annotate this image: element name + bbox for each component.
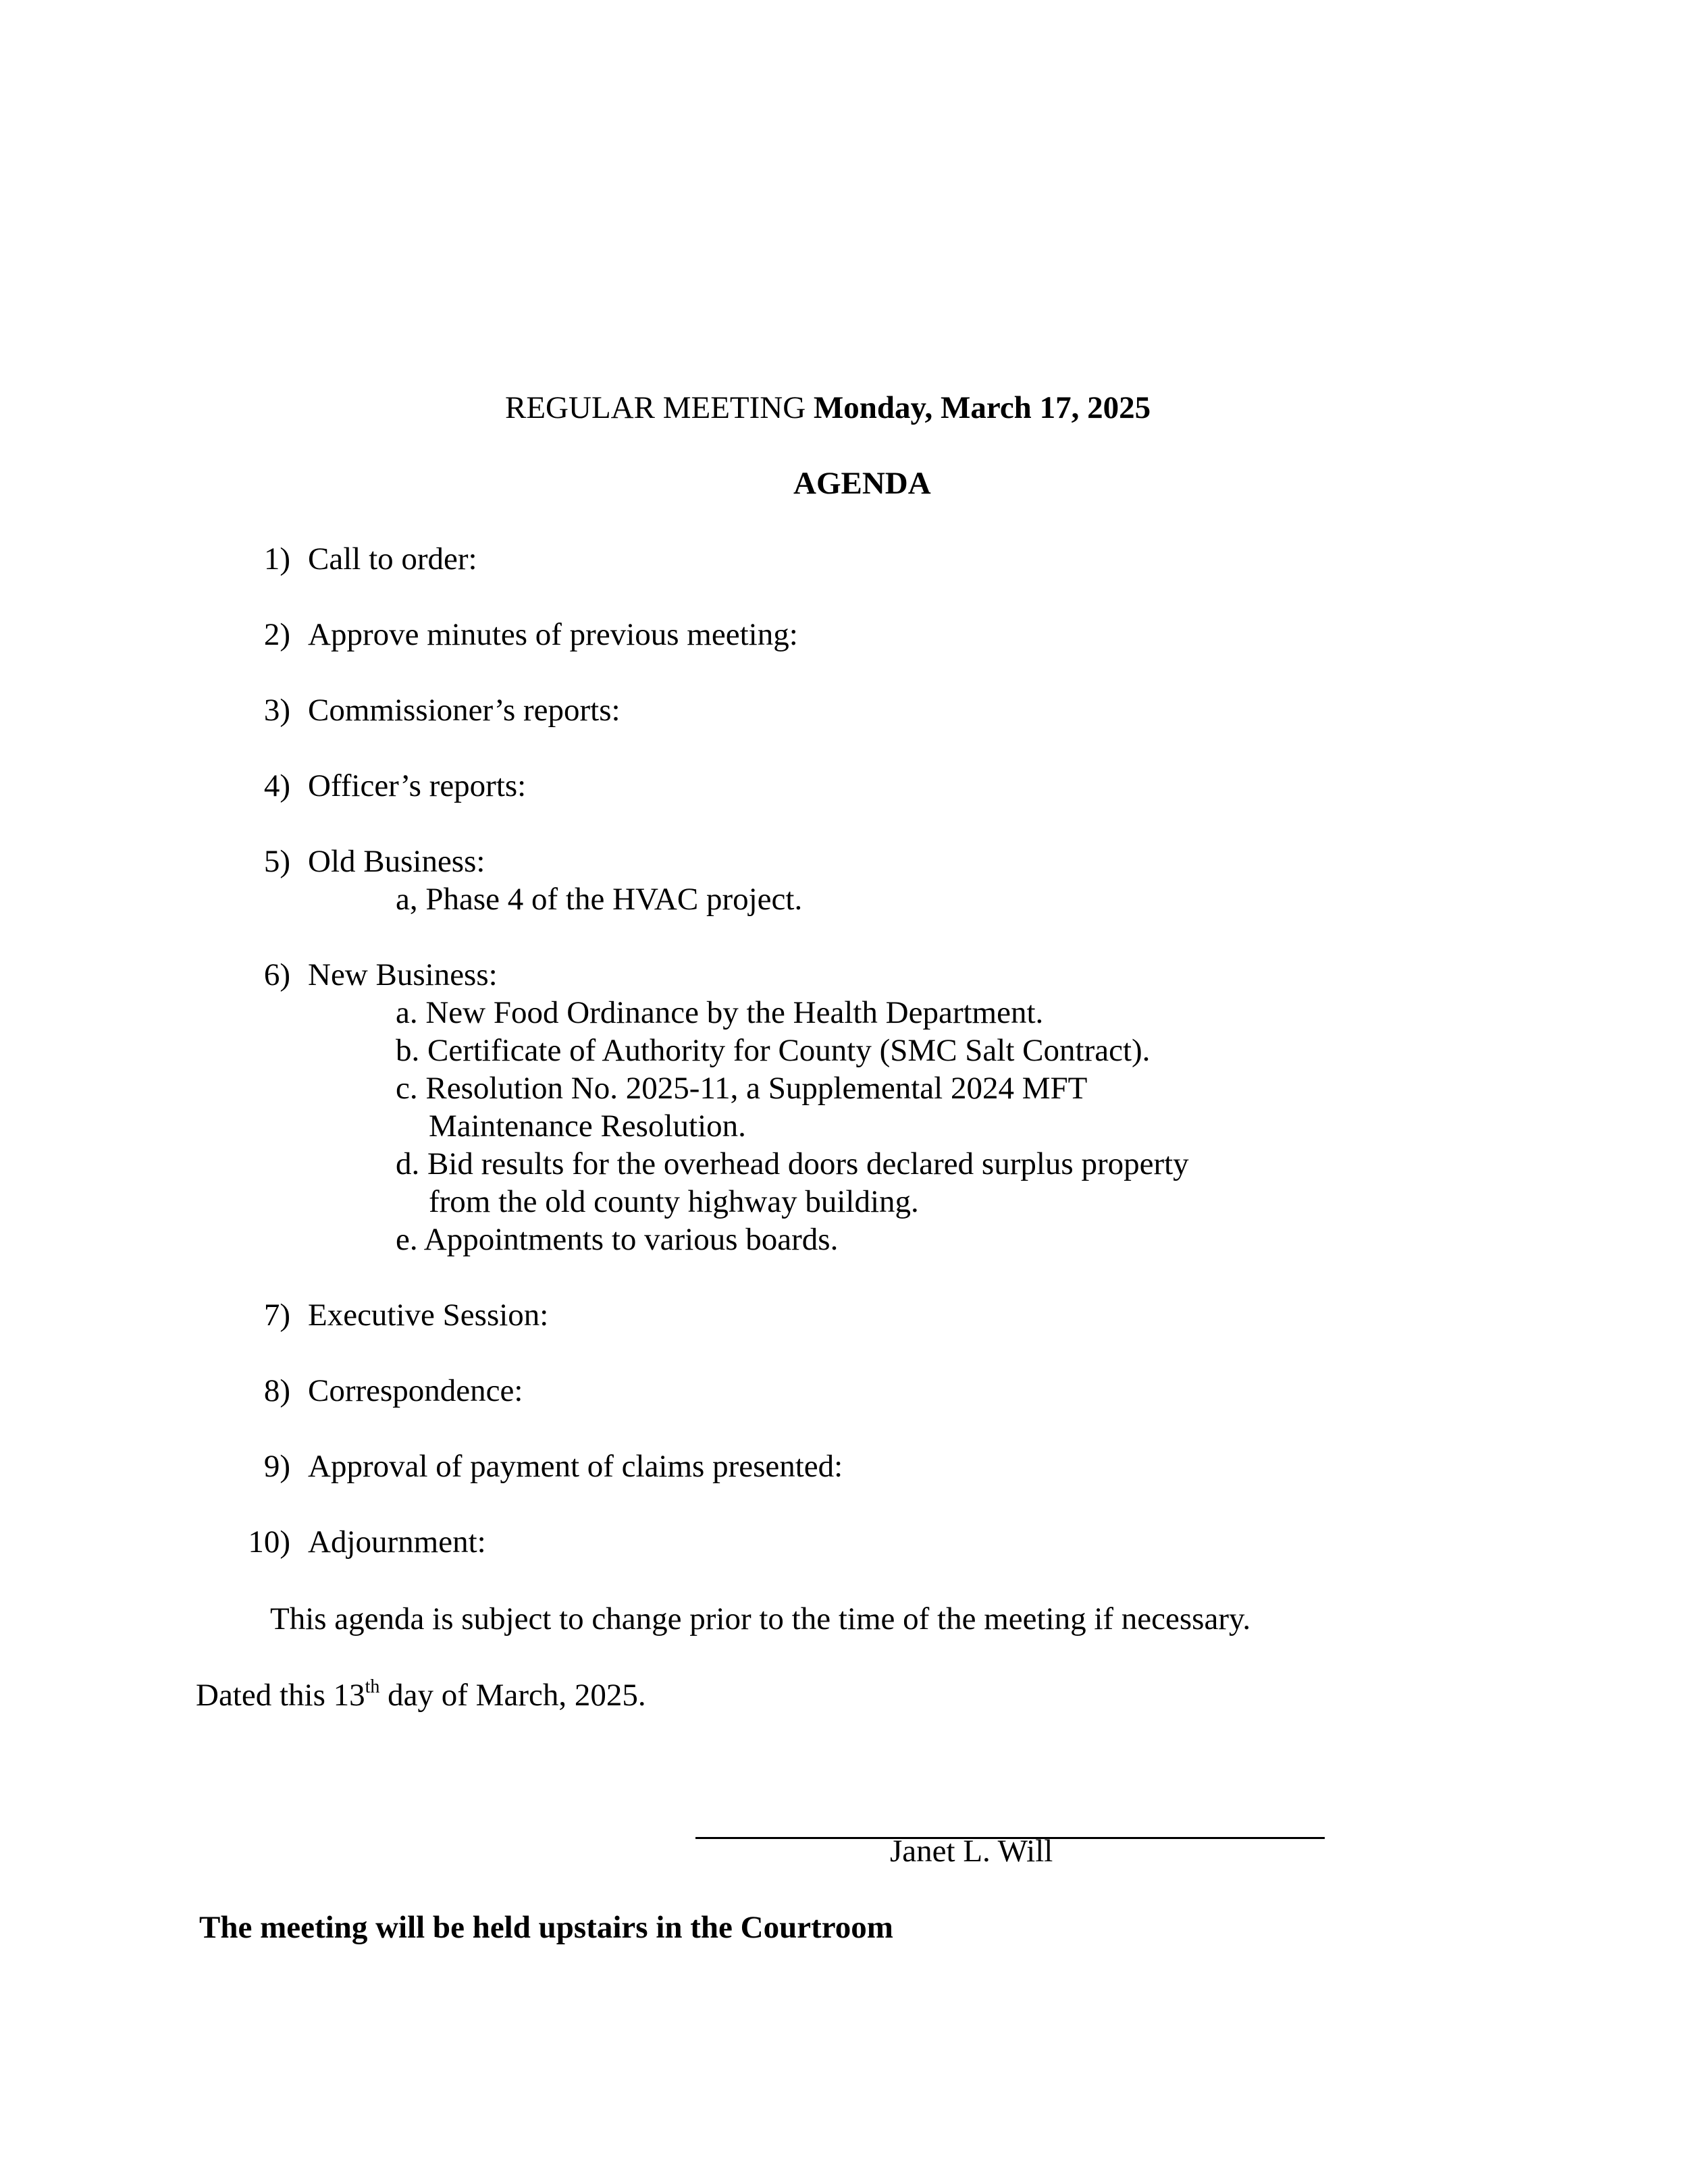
item-label: Approve minutes of previous meeting: [308, 617, 798, 652]
item-label: Commissioner’s reports: [308, 693, 621, 728]
item-label: New Business: [308, 957, 498, 992]
dated-suffix: day of March, 2025. [379, 1678, 646, 1713]
item-number: 3) [263, 693, 290, 728]
agenda-item-6 [236, 956, 498, 994]
item-number: 7) [263, 1298, 290, 1333]
agenda-subitem-continuation: Maintenance Resolution. [429, 1109, 746, 1144]
agenda-item-10 [236, 1523, 486, 1561]
item-number: 6) [263, 957, 290, 992]
item-label: Call to order: [308, 541, 477, 577]
agenda-item-3 [236, 691, 621, 729]
dated-superscript: th [365, 1676, 380, 1697]
item-label: Executive Session: [308, 1298, 549, 1333]
item-number: 5) [263, 844, 290, 879]
item-number: 1) [263, 541, 290, 577]
dated-line [196, 1676, 646, 1714]
item-label: Adjournment: [308, 1524, 486, 1560]
location-note: The meeting will be held upstairs in the Courtroom [199, 1910, 893, 1945]
item-number: 4) [263, 768, 290, 803]
agenda-subitem: e. Appointments to various boards. [396, 1222, 839, 1257]
agenda-item-4 [236, 767, 526, 805]
item-label: Officer’s reports: [308, 768, 527, 803]
agenda-item-8 [236, 1372, 523, 1410]
agenda-subitem: c. Resolution No. 2025-11, a Supplemental 2024 MFT [396, 1071, 1088, 1106]
meeting-type: REGULAR MEETING [505, 390, 806, 425]
item-number: 9) [263, 1449, 290, 1484]
agenda-notice: This agenda is subject to change prior to the time of the meeting if necessary. [270, 1601, 1251, 1636]
meeting-heading [505, 389, 1151, 427]
agenda-item-5 [236, 843, 485, 880]
agenda-subitem: a, Phase 4 of the HVAC project. [396, 882, 803, 917]
agenda-item-7 [236, 1296, 548, 1334]
item-label: Correspondence: [308, 1373, 523, 1408]
agenda-item-1 [236, 540, 477, 578]
agenda-subitem: a. New Food Ordinance by the Health Department. [396, 995, 1044, 1030]
signature-name: Janet L. Will [890, 1834, 1053, 1869]
item-number: 10) [248, 1524, 290, 1560]
agenda-subitem-continuation: from the old county highway building. [429, 1184, 919, 1219]
meeting-date: Monday, March 17, 2025 [813, 390, 1151, 425]
agenda-subitem: d. Bid results for the overhead doors declared surplus property [396, 1146, 1189, 1181]
dated-prefix: Dated this 13 [196, 1678, 365, 1713]
agenda-item-9 [236, 1447, 843, 1485]
agenda-subitem: b. Certificate of Authority for County (SMC Salt Contract). [396, 1033, 1151, 1068]
item-label: Old Business: [308, 844, 485, 879]
item-number: 2) [263, 617, 290, 652]
item-number: 8) [263, 1373, 290, 1408]
page-title: AGENDA [793, 466, 931, 501]
item-label: Approval of payment of claims presented: [308, 1449, 843, 1484]
agenda-item-2 [236, 616, 798, 654]
